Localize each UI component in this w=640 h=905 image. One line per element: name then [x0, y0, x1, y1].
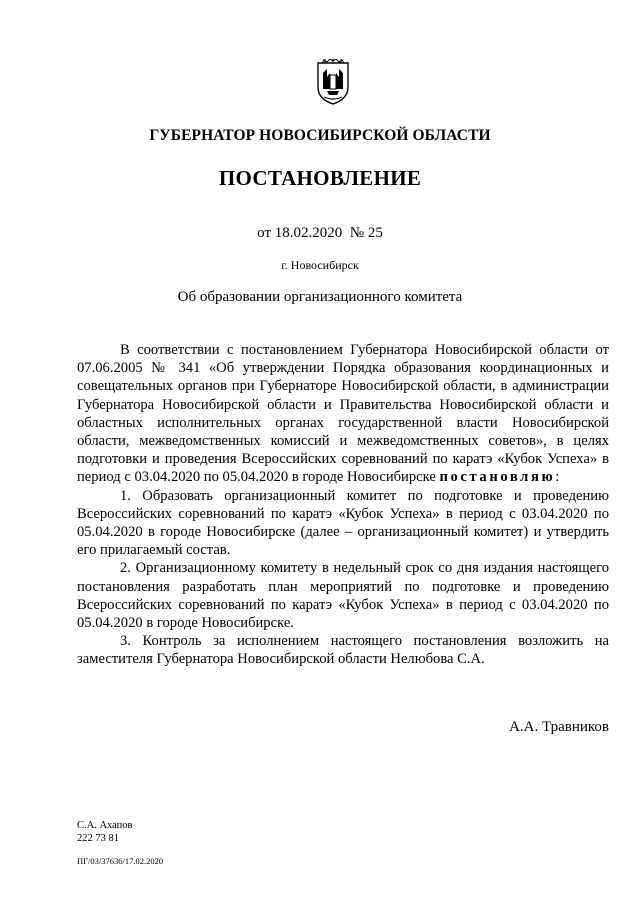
executor-block [77, 819, 133, 845]
signatory-name: А.А. Травников [509, 719, 609, 735]
document-date: 18.02.2020 [274, 225, 343, 241]
document-type-title: ПОСТАНОВЛЕНИЕ [218, 166, 422, 190]
item-1-paragraph: 1. Образовать организационный комитет по подготовке и проведению Всероссийских соревнований по каратэ «Кубок Успеха» в период с 03.04.2020 по 05.04.2020 в городе Новосибирске (далее – организационный комитет) и утвердить его прилагаемый состав. [77, 487, 609, 559]
document-body [77, 341, 609, 669]
preamble-paragraph [77, 341, 609, 487]
registration-number: ПГ/03/37636/17.02.2020 [77, 856, 164, 866]
document-subject: Об образовании организационного комитета [177, 289, 463, 305]
item-2-paragraph: 2. Организационному комитету в недельный срок со дня издания настоящего постановления разработать план мероприятий по подготовке и проведению Всероссийских соревнований по каратэ «Кубок Успеха» в период с 03.04.2020 по 05.04.2020 в городе Новосибирске. [77, 560, 609, 632]
issuing-authority: ГУБЕРНАТОР НОВОСИБИРСКОЙ ОБЛАСТИ [149, 127, 491, 144]
coat-of-arms-icon [315, 59, 351, 105]
place-of-issue: г. Новосибирск [281, 258, 359, 272]
document-number: № 25 [349, 225, 383, 241]
date-prefix: от [257, 225, 272, 241]
decree-word: постановляю [439, 469, 556, 486]
executor-phone: 222 73 81 [77, 833, 119, 844]
decree-colon: : [555, 469, 560, 486]
preamble-text: В соответствии с постановлением Губернатора Новосибирской области от 07.06.2005 № 341 «Об утверждении Порядка образования координационных и совещательных органов при Губернаторе Новосибирской области, в администрации Губернатора Новосибирской области и Правительства Новосибирской области и областных исполнительных органах государственной власти Новосибирской области, межведомственных комиссий и межведомственных советов», в целях подготовки и проведения Всероссийских соревнований по каратэ «Кубок Успеха» в период с 03.04.2020 по 05.04.2020 в городе Новосибирске [77, 342, 609, 486]
item-3-paragraph: 3. Контроль за исполнением настоящего постановления возложить на заместителя Губернатора Новосибирской области Нелюбова С.А. [77, 633, 609, 668]
date-number-line [0, 225, 640, 242]
executor-name: С.А. Ахапов [77, 820, 133, 831]
